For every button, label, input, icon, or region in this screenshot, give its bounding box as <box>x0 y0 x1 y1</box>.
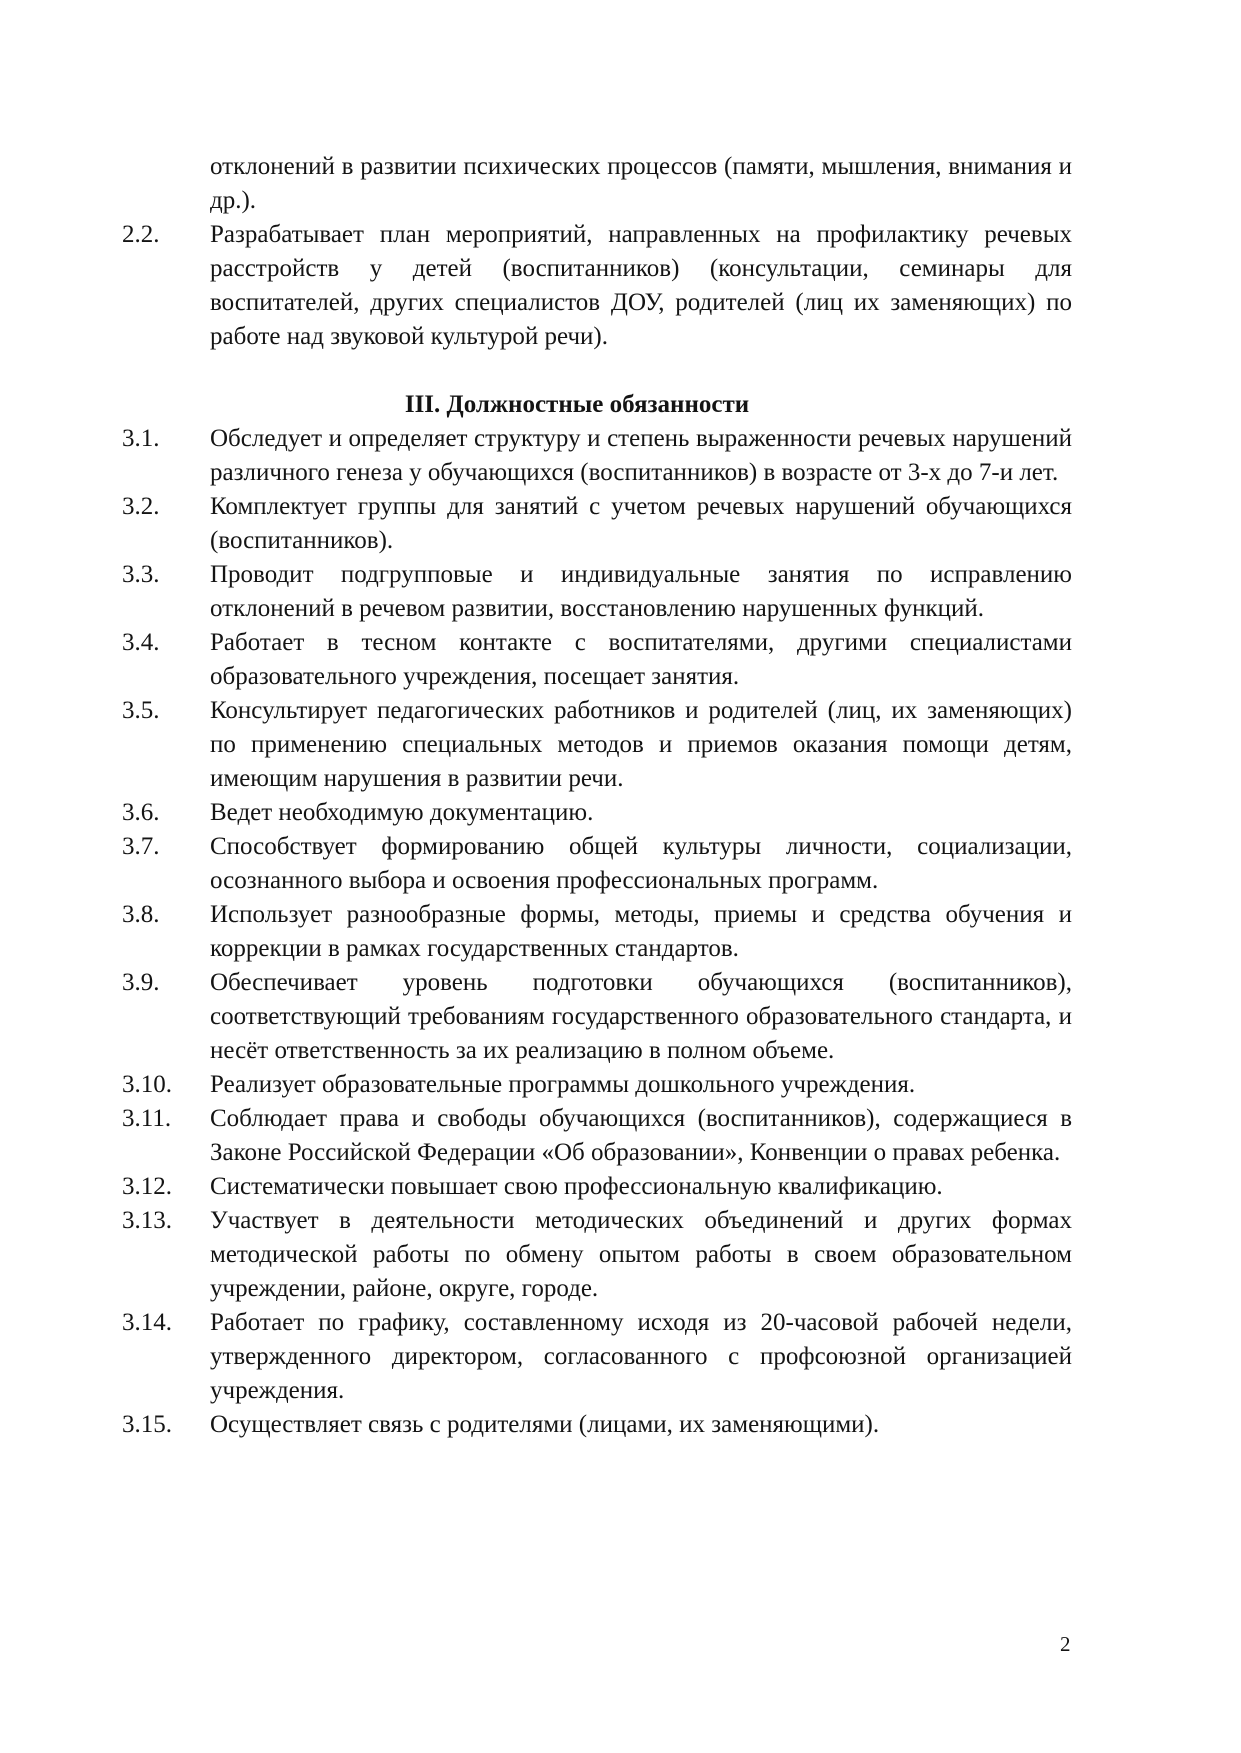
item-text: Ведет необходимую документацию. <box>210 799 594 826</box>
item-text: Обследует и определяет структуру и степень выраженности речевых нарушений различного генеза у обучающихся (воспитанников) в возрасте от 3-х до 7-и лет. <box>210 425 1072 486</box>
item-number: 3.11. <box>122 1105 172 1132</box>
item-text: Участвует в деятельности методических объединений и других формах методической работы по обмену опытом работы в своем образовательном учреждении, районе, округе, городе. <box>210 1207 1072 1302</box>
item-number: 3.6. <box>122 799 160 826</box>
list-item <box>122 1068 1072 1102</box>
document-body <box>122 150 1072 1442</box>
item-number: 3.1. <box>122 425 160 452</box>
item-text: Способствует формированию общей культуры личности, социализации, осознанного выбора и освоения профессиональных программ. <box>210 833 1072 894</box>
item-number: 3.5. <box>122 697 160 724</box>
list-item <box>122 1204 1072 1306</box>
item-text: Осуществляет связь с родителями (лицами, их заменяющими). <box>210 1411 880 1438</box>
item-number: 3.12. <box>122 1173 172 1200</box>
item-text: Проводит подгрупповые и индивидуальные занятия по исправлению отклонений в речевом развитии, восстановлению нарушенных функций. <box>210 561 1072 622</box>
list-item <box>122 490 1072 558</box>
list-item <box>122 1170 1072 1204</box>
list-item <box>122 796 1072 830</box>
list-item <box>122 558 1072 626</box>
continuation-paragraph: отклонений в развитии психических процессов (памяти, мышления, внимания и др.). <box>210 153 1072 214</box>
list-item <box>122 1102 1072 1170</box>
item-number: 3.2. <box>122 493 160 520</box>
item-text: Использует разнообразные формы, методы, приемы и средства обучения и коррекции в рамках государственных стандартов. <box>210 901 1072 962</box>
list-item <box>122 1408 1072 1442</box>
list-item <box>122 694 1072 796</box>
item-number: 3.9. <box>122 969 160 996</box>
list-item <box>122 626 1072 694</box>
item-text: Обеспечивает уровень подготовки обучающихся (воспитанников), соответствующий требованиям государственного образовательного стандарта, и несёт ответственность за их реализацию в полном объеме. <box>210 969 1072 1064</box>
item-number: 3.10. <box>122 1071 172 1098</box>
item-text: Работает в тесном контакте с воспитателями, другими специалистами образовательного учреждения, посещает занятия. <box>210 629 1072 690</box>
item-number: 2.2. <box>122 221 160 248</box>
item-number: 3.8. <box>122 901 160 928</box>
item-number: 3.13. <box>122 1207 172 1234</box>
item-number: 3.7. <box>122 833 160 860</box>
list-item <box>122 966 1072 1068</box>
item-text: Консультирует педагогических работников и родителей (лиц, их заменяющих) по применению специальных методов и приемов оказания помощи детям, имеющим нарушения в развитии речи. <box>210 697 1072 792</box>
item-text: Комплектует группы для занятий с учетом речевых нарушений обучающихся (воспитанников). <box>210 493 1072 554</box>
list-item <box>122 218 1072 354</box>
item-number: 3.3. <box>122 561 160 588</box>
item-text: Соблюдает права и свободы обучающихся (воспитанников), содержащиеся в Законе Российской Федерации «Об образовании», Конвенции о правах ребенка. <box>210 1105 1072 1166</box>
item-text: Работает по графику, составленному исходя из 20-часовой рабочей недели, утвержденного директором, согласованного с профсоюзной организацией учреждения. <box>210 1309 1072 1404</box>
section-heading: III. Должностные обязанности <box>404 391 750 418</box>
list-item <box>122 1306 1072 1408</box>
item-number: 3.14. <box>122 1309 172 1336</box>
page-number: 2 <box>1060 1632 1071 1656</box>
item-text: Реализует образовательные программы дошкольного учреждения. <box>210 1071 916 1098</box>
list-item <box>122 422 1072 490</box>
list-item <box>122 898 1072 966</box>
item-text: Разрабатывает план мероприятий, направленных на профилактику речевых расстройств у детей (воспитанников) (консультации, семинары для воспитателей, других специалистов ДОУ, родителей (лиц их заменяющих) по работе над звуковой культурой речи). <box>210 221 1072 350</box>
item-number: 3.15. <box>122 1411 172 1438</box>
list-item <box>122 830 1072 898</box>
item-number: 3.4. <box>122 629 160 656</box>
item-text: Систематически повышает свою профессиональную квалификацию. <box>210 1173 943 1200</box>
